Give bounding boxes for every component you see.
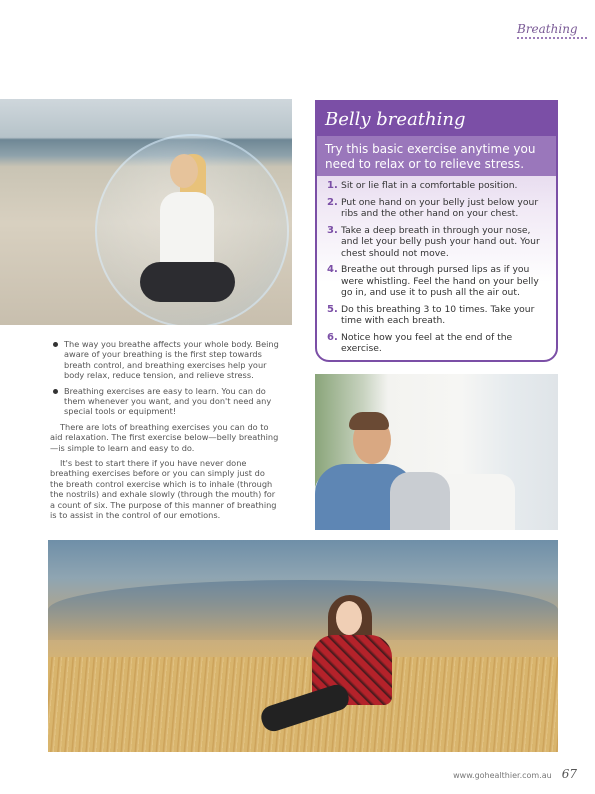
step-number: 6. <box>327 331 338 343</box>
panel-title: Belly breathing <box>317 102 556 138</box>
step-item <box>327 304 546 327</box>
step-item <box>327 332 546 355</box>
belly-breathing-panel <box>315 100 558 362</box>
step-number: 5. <box>327 303 338 315</box>
body-paragraph: There are lots of breathing exercises you can do to aid relaxation. The first exercise below—belly breathing—is simple to learn and easy to do. <box>50 421 279 453</box>
step-item <box>327 264 546 299</box>
meadow-woman-photo <box>48 540 558 752</box>
step-number: 3. <box>327 224 338 236</box>
step-number: 1. <box>327 180 338 191</box>
section-tag-label: Breathing <box>517 22 578 36</box>
step-text: Do this breathing 3 to 10 times. Take your time with each breath. <box>341 303 535 326</box>
bullet-item: Breathing exercises are easy to learn. You can do them whenever you want, and you don't need any special tools or equipment! <box>50 386 280 417</box>
relaxing-man-photo <box>315 374 558 530</box>
steps-list <box>317 180 556 355</box>
page-number: 67 <box>561 767 577 781</box>
step-text: Notice how you feel at the end of the exercise. <box>341 331 513 354</box>
step-item <box>327 197 546 220</box>
bullet-list <box>50 339 280 417</box>
page-footer <box>453 767 577 781</box>
step-text: Sit or lie flat in a comfortable position. <box>341 180 518 191</box>
bullet-item: The way you breathe affects your whole body. Being aware of your breathing is the first step towards breath control, and breathing exercises help your body relax, reduce tension, and relieve stress. <box>50 339 280 381</box>
body-paragraph: It's best to start there if you have never done breathing exercises before or you can simply just do the breath control exercise which is to inhale (through the nostrils) and exhale slowly (through the mouth) for a count of six. The purpose of this manner of breathing is to assist in the control of our emotions. <box>50 458 277 521</box>
step-number: 4. <box>327 264 338 275</box>
step-item <box>327 180 546 192</box>
section-tag <box>517 22 587 43</box>
body-text <box>50 339 280 521</box>
step-item <box>327 225 546 260</box>
sitting-woman <box>298 595 398 745</box>
section-tag-divider <box>517 37 587 43</box>
step-text: Take a deep breath in through your nose, and let your belly push your hand out. Your chest should not move. <box>341 224 540 259</box>
footer-url: www.gohealthier.com.au <box>453 771 552 780</box>
step-text: Put one hand on your belly just below your ribs and the other hand on your chest. <box>341 196 539 219</box>
panel-intro: Try this basic exercise anytime you need to relax or to relieve stress. <box>317 136 556 176</box>
step-text: Breathe out through pursed lips as if you were whistling. Feel the hand on your belly go in, and use it to push all the air out. <box>341 264 539 298</box>
meditating-woman <box>140 154 235 319</box>
beach-meditation-photo <box>0 99 292 325</box>
step-number: 2. <box>327 196 338 208</box>
